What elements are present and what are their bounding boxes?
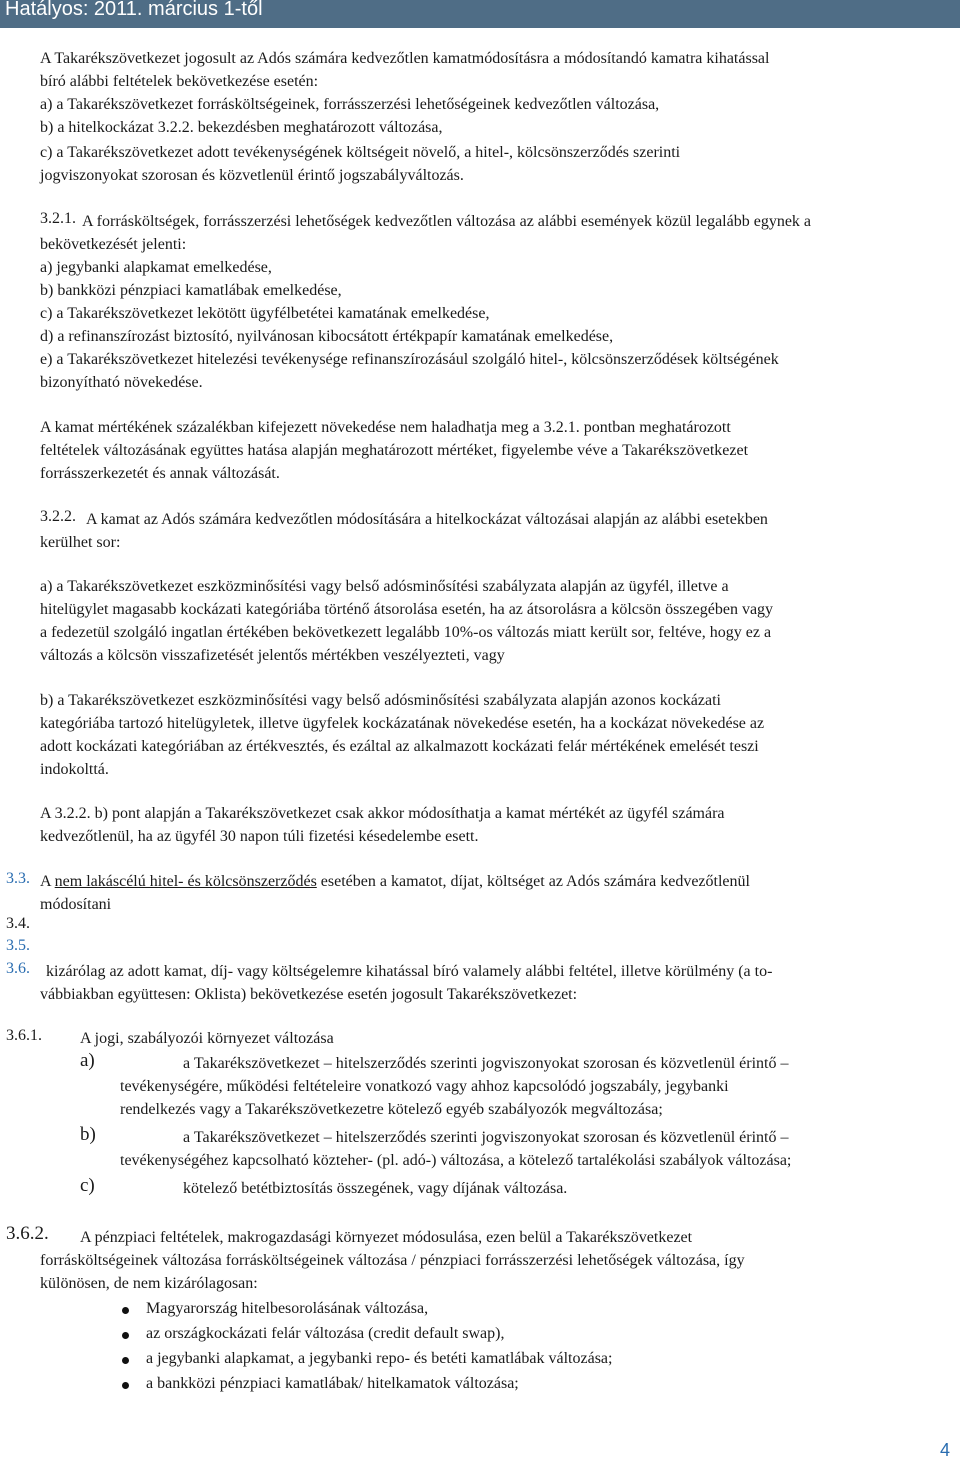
section-3-4-number: 3.4. — [6, 915, 30, 932]
section-3-2-2-note-line1: A 3.2.2. b) pont alapján a Takarékszövetkezet csak akkor módosíthatja a kamat mértékét az ügyfél számára — [40, 805, 725, 822]
section-3-6-2-number: 3.6.2. — [6, 1223, 49, 1244]
section-3-2-2-item-a-line4: változás a kölcsön visszafizetését jelentős mértékben veszélyezteti, vagy — [40, 647, 505, 664]
section-3-6-2-line3: különösen, de nem kizárólagosan: — [40, 1275, 258, 1292]
section-3-2-2-line2: kerülhet sor: — [40, 534, 121, 551]
header-title: Hatályos: 2011. március 1-től — [5, 0, 263, 20]
section-3-6-2-line2: forrásköltségeinek változása forrásköltségeinek változása / pénzpiaci forrásszerzési lehetőségek változása, így — [40, 1252, 745, 1269]
section-3-2-2-item-b-line1: b) a Takarékszövetkezet eszközminősítési vagy belső adósminősítési szabályzata alapján azonos kockázati — [40, 692, 721, 709]
section-3-6-1-item-b-line2: tevékenységéhez kapcsolható közteher- (pl. adó-) változása, a kötelező tartalékolási szabályok változása; — [120, 1152, 792, 1169]
section-3-3-pre: A — [40, 873, 55, 890]
section-3-2-2-line1: A kamat az Adós számára kedvezőtlen módosítására a hitelkockázat változásai alapján az alábbi esetekben — [86, 511, 768, 528]
intro-line1: A Takarékszövetkezet jogosult az Adós számára kedvezőtlen kamatmódosításra a módosítandó kamatra kihatással — [40, 50, 770, 67]
section-3-6-line1: kizárólag az adott kamat, díj- vagy költségelemre kihatással bíró valamely alábbi feltétel, illetve körülmény (a to- — [46, 963, 773, 980]
bullet-dot — [122, 1332, 129, 1339]
bullet-dot — [122, 1357, 129, 1364]
section-3-6-1-item-a-line2: tevékenységére, működési feltételeire vonatkozó vagy ahhoz kapcsolódó jogszabály, jegybanki — [120, 1078, 729, 1095]
intro-line2: bíró alábbi feltételek bekövetkezése esetén: — [40, 73, 319, 90]
bullet-item: a bankközi pénzpiaci kamatlábak/ hitelkamatok változása; — [146, 1375, 519, 1393]
section-3-2-2-item-b-line4: indokolttá. — [40, 761, 109, 778]
kamat-para-line2: feltételek változásának együttes hatása alapján meghatározott mértéket, figyelembe véve a Takarékszövetkezet — [40, 442, 749, 459]
kamat-para-line1: A kamat mértékének százalékban kifejezett növekedése nem haladhatja meg a 3.2.1. pontban meghatározott — [40, 419, 731, 436]
section-3-2-2-number: 3.2.2. — [40, 508, 76, 525]
section-3-2-2-item-a-line2: hitelügylet magasabb kockázati kategóriába történő átsorolása esetén, ha az átsorolásra a kölcsön összegében vagy — [40, 601, 774, 618]
section-3-2-1-line1: A forrásköltségek, forrásszerzési lehetőségek kedvezőtlen változása az alábbi események közül legalább egynek a — [82, 213, 812, 230]
page-header — [0, 0, 960, 28]
section-3-2-1-item-e-line2: bizonyítható növekedése. — [40, 374, 203, 391]
section-3-2-2-note-line2: kedvezőtlenül, ha az ügyfél 30 napon túli fizetési késedelembe esett. — [40, 828, 479, 845]
section-3-3-line2: módosítani — [40, 896, 112, 913]
bullet-item: a jegybanki alapkamat, a jegybanki repo- és betéti kamatlábak változása; — [146, 1350, 612, 1368]
section-3-3-link[interactable]: nem lakáscélú hitel- és kölcsönszerződés — [54, 873, 317, 890]
bullet-dot — [122, 1307, 129, 1314]
section-3-6-1-title: A jogi, szabályozói környezet változása — [80, 1030, 334, 1047]
section-3-6-1-label-c: c) — [80, 1175, 95, 1196]
section-3-6-2-line1: A pénzpiaci feltételek, makrogazdasági környezet módosulása, ezen belül a Takarékszövetkezet — [80, 1229, 693, 1246]
intro-item-a: a) a Takarékszövetkezet forrásköltségeinek, forrásszerzési lehetőségeinek kedvezőtlen változása, — [40, 96, 660, 113]
intro-item-c-line1: c) a Takarékszövetkezet adott tevékenységének költségeit növelő, a hitel-, kölcsönszerződés szerinti — [40, 144, 681, 161]
bullet-dot — [122, 1382, 129, 1389]
section-3-6-1-number: 3.6.1. — [6, 1027, 42, 1044]
page-number: 4 — [940, 1440, 951, 1460]
kamat-para-line3: forrásszerkezetét és annak változását. — [40, 465, 280, 482]
section-3-6-1-label-a: a) — [80, 1050, 95, 1071]
section-3-2-1-number: 3.2.1. — [40, 210, 76, 227]
section-3-6-1-item-c: kötelező betétbiztosítás összegének, vagy díjának változása. — [183, 1180, 568, 1197]
section-3-6-line2: vábbiakban együttesen: Oklista) bekövetkezése esetén jogosult Takarékszövetkezet: — [40, 986, 578, 1003]
section-3-5-number: 3.5. — [6, 937, 30, 954]
intro-item-c-line2: jogviszonyokat szorosan és közvetlenül érintő jogszabályváltozás. — [40, 167, 464, 184]
section-3-2-1-item-a: a) jegybanki alapkamat emelkedése, — [40, 259, 272, 276]
section-3-2-2-item-b-line3: adott kockázati kategóriában az értékvesztés, és ezáltal az alkalmazott kockázati felár mértékének emelését teszi — [40, 738, 759, 755]
section-3-6-1-label-b: b) — [80, 1124, 96, 1145]
bullet-item: az országkockázati felár változása (credit default swap), — [146, 1325, 504, 1343]
section-3-2-1-item-b: b) bankközi pénzpiaci kamatlábak emelkedése, — [40, 282, 342, 299]
section-3-2-1-item-c: c) a Takarékszövetkezet lekötött ügyfélbetétei kamatának emelkedése, — [40, 305, 490, 322]
section-3-3-number: 3.3. — [6, 870, 30, 887]
section-3-6-1-item-b-line1: a Takarékszövetkezet – hitelszerződés szerinti jogviszonyokat szorosan és közvetlenül érintő – — [183, 1129, 789, 1146]
section-3-2-1-item-d: d) a refinanszírozást biztosító, nyilvánosan kibocsátott értékpapír kamatának emelkedése, — [40, 328, 614, 345]
bullet-item: Magyarország hitelbesorolásának változása, — [146, 1300, 428, 1318]
section-3-3-line1 — [40, 870, 954, 893]
section-3-2-2-item-a-line1: a) a Takarékszövetkezet eszközminősítési vagy belső adósminősítési szabályzata alapján az ügyfél, illetve a — [40, 578, 729, 595]
section-3-2-1-line2: bekövetkezését jelenti: — [40, 236, 187, 253]
section-3-2-1-item-e-line1: e) a Takarékszövetkezet hitelezési tevékenysége refinanszírozásául szolgáló hitel-, kölcsönszerződések költségének — [40, 351, 779, 368]
section-3-6-number: 3.6. — [6, 960, 30, 977]
section-3-2-2-item-b-line2: kategóriába tartozó hitelügyletek, illetve ügyfelek kockázatának növekedése esetén, ha a kockázat növekedése az — [40, 715, 765, 732]
section-3-2-2-item-a-line3: a fedezetül szolgáló ingatlan értékében bekövetkezett legalább 10%-os változás miatt került sor, feltéve, hogy ez a — [40, 624, 772, 641]
section-3-3-post: esetében a kamatot, díjat, költséget az Adós számára kedvezőtlenül — [316, 873, 750, 890]
intro-item-b: b) a hitelkockázat 3.2.2. bekezdésben meghatározott változása, — [40, 119, 443, 136]
section-3-6-1-item-a-line3: rendelkezés vagy a Takarékszövetkezetre kötelező egyéb szabályozók megváltozása; — [120, 1101, 663, 1118]
section-3-6-1-item-a-line1: a Takarékszövetkezet – hitelszerződés szerinti jogviszonyokat szorosan és közvetlenül érintő – — [183, 1055, 789, 1072]
